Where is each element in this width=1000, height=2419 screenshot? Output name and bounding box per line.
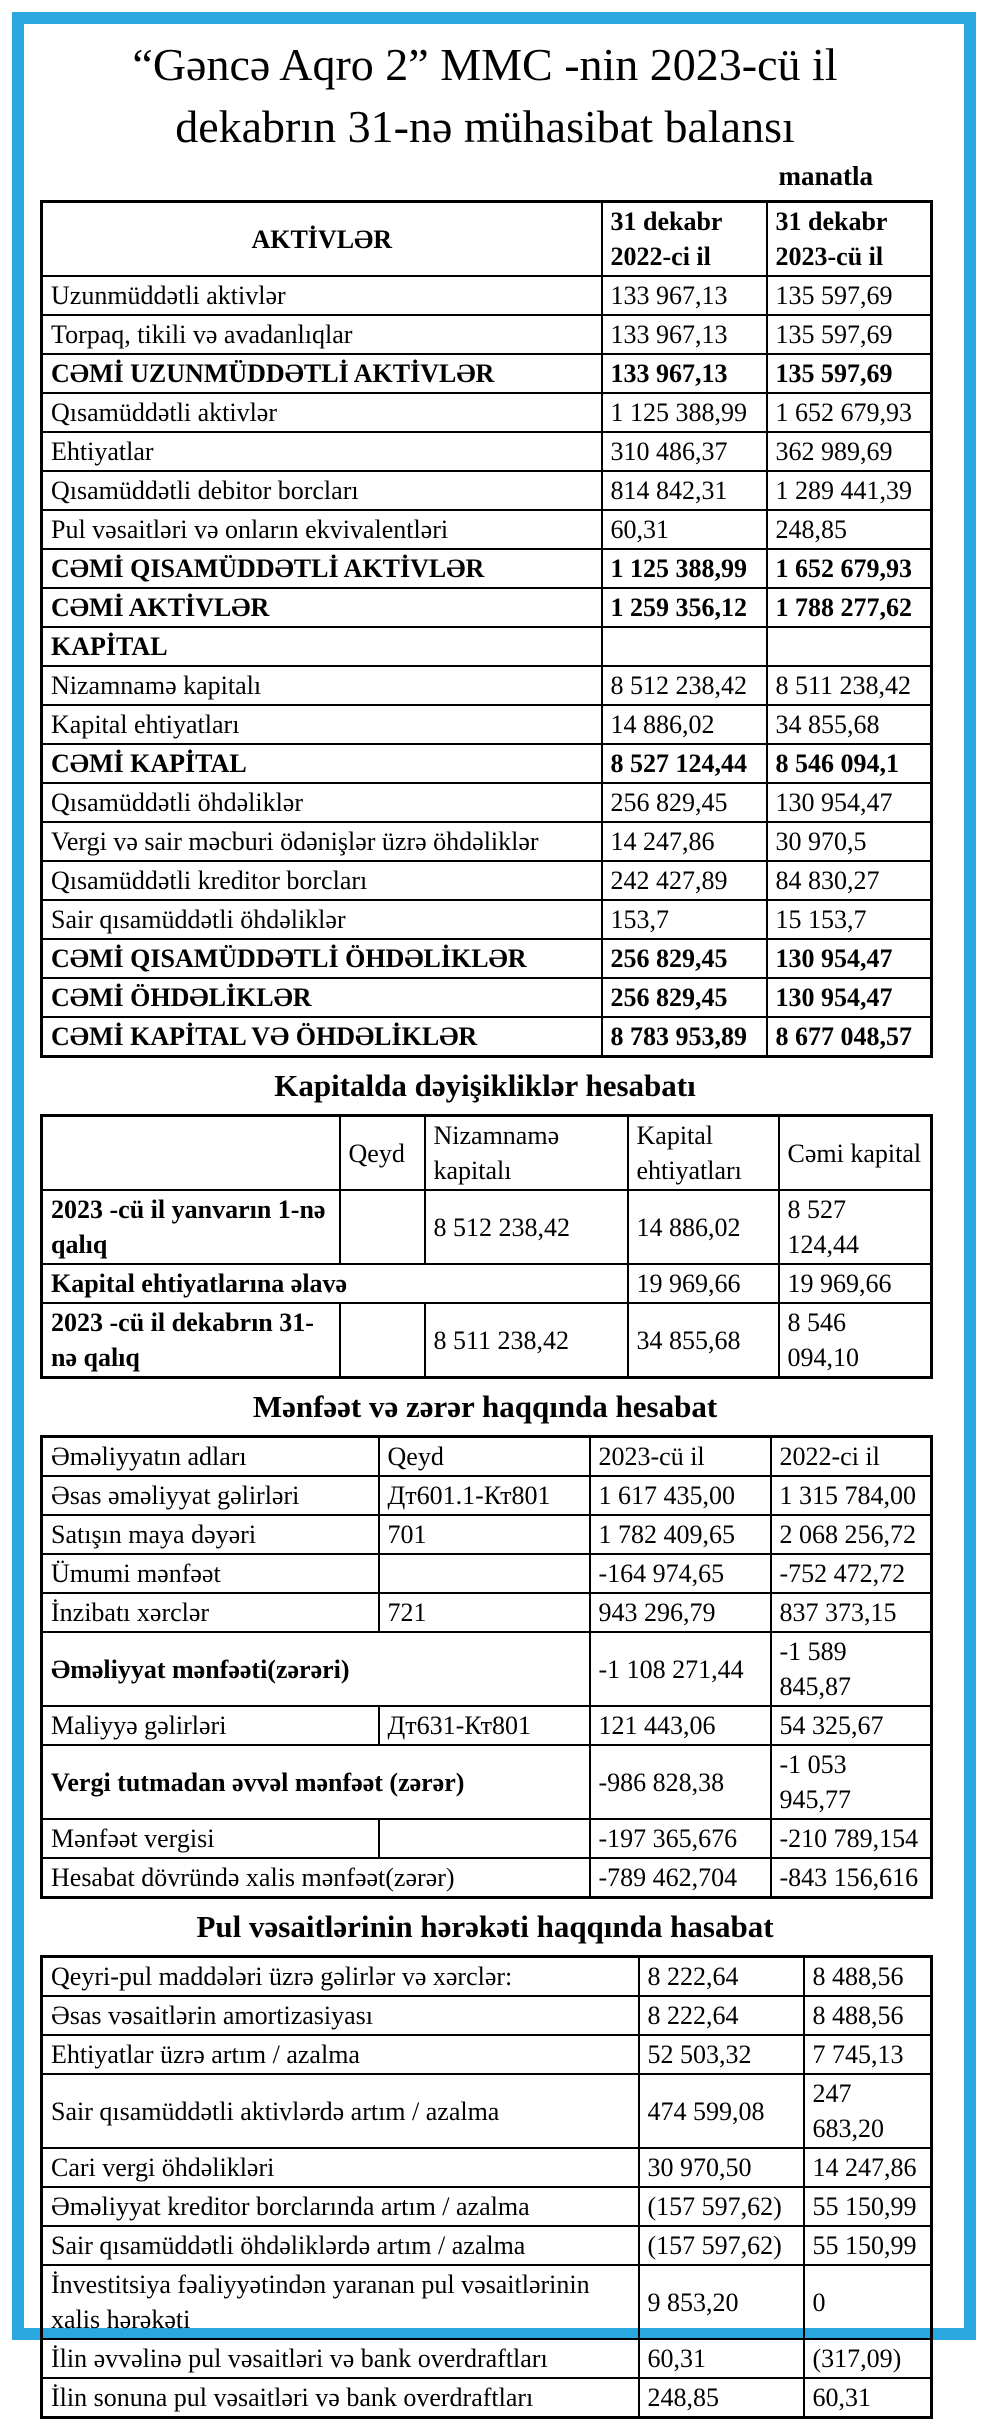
cash-flow-body [42, 1957, 932, 2418]
cash-flow-value-col1: 60,31 [639, 2339, 804, 2378]
profit-loss-value-2023: 943 296,79 [590, 1593, 771, 1632]
balance-value-2023: 1 289 441,39 [767, 471, 932, 510]
cash-flow-value-col1: 8 222,64 [639, 1957, 804, 1997]
page-frame [12, 12, 976, 2412]
page-title-line-2: dekabrın 31-nə mühasibat balansı [175, 101, 795, 152]
balance-row [42, 588, 932, 627]
profit-loss-value-2022: -1 589 845,87 [771, 1632, 932, 1706]
balance-value-2023: 130 954,47 [767, 939, 932, 978]
balance-value-2023: 130 954,47 [767, 783, 932, 822]
balance-row-label: CƏMİ AKTİVLƏR [42, 588, 602, 627]
balance-value-2023: 135 597,69 [767, 315, 932, 354]
balance-row-label: CƏMİ QISAMÜDDƏTLİ ÖHDƏLİKLƏR [42, 939, 602, 978]
balance-row [42, 861, 932, 900]
profit-loss-value-2022: 1 315 784,00 [771, 1476, 932, 1515]
cash-flow-row [42, 1996, 932, 2035]
balance-sheet-table [40, 200, 933, 1058]
cash-flow-row-label: Qeyri-pul maddələri üzrə gəlirlər və xərclər: [42, 1957, 639, 1997]
equity-row-label: Kapital ehtiyatlarına əlavə [42, 1264, 628, 1303]
cash-flow-value-col1: (157 597,62) [639, 2226, 804, 2265]
profit-loss-qeyd-value [379, 1554, 590, 1593]
balance-value-2023: 1 788 277,62 [767, 588, 932, 627]
profit-loss-row [42, 1819, 932, 1858]
equity-row-label: 2023 -cü il yanvarın 1-nə qalıq [42, 1190, 340, 1264]
balance-value-2022: 8 512 238,42 [602, 666, 767, 705]
cash-flow-row-label: İlin sonuna pul vəsaitləri və bank overdraftları [42, 2378, 639, 2418]
profit-loss-value-2022: -1 053 945,77 [771, 1745, 932, 1819]
balance-value-2023: 84 830,27 [767, 861, 932, 900]
balance-value-2022: 242 427,89 [602, 861, 767, 900]
profit-loss-qeyd-header: Qeyd [379, 1437, 590, 1477]
cash-flow-row-label: İlin əvvəlinə pul vəsaitləri və bank overdraftları [42, 2339, 639, 2378]
balance-row-label: Kapital ehtiyatları [42, 705, 602, 744]
cash-flow-value-col2: 247 683,20 [804, 2074, 932, 2148]
balance-row [42, 744, 932, 783]
balance-value-2023: 1 652 679,93 [767, 549, 932, 588]
balance-row [42, 978, 932, 1017]
profit-loss-row [42, 1745, 932, 1819]
cash-flow-value-col2: 8 488,56 [804, 1996, 932, 2035]
equity-total-value: 8 546 094,10 [779, 1303, 932, 1378]
profit-loss-row [42, 1476, 932, 1515]
profit-loss-qeyd-value: Дт601.1-Кт801 [379, 1476, 590, 1515]
balance-row [42, 900, 932, 939]
equity-section-title: Kapitalda dəyişikliklər hesabatı [274, 1068, 696, 1103]
cash-flow-row [42, 2339, 932, 2378]
profit-loss-row-label: Hesabat dövründə xalis mənfəət(zərər) [42, 1858, 590, 1898]
cash-flow-row [42, 2148, 932, 2187]
balance-value-2022: 8 783 953,89 [602, 1017, 767, 1057]
equity-share-capital-value: 8 512 238,42 [425, 1190, 628, 1264]
balance-row-label: Ehtiyatlar [42, 432, 602, 471]
balance-row [42, 432, 932, 471]
profit-loss-value-2023: 1 617 435,00 [590, 1476, 771, 1515]
profit-loss-value-2022: -843 156,616 [771, 1858, 932, 1898]
cash-flow-row-label: Cari vergi öhdəlikləri [42, 2148, 639, 2187]
balance-row-label: CƏMİ ÖHDƏLİKLƏR [42, 978, 602, 1017]
cash-flow-table [40, 1955, 933, 2419]
profit-loss-row-label: Əsas əməliyyat gəlirləri [42, 1476, 379, 1515]
balance-row [42, 393, 932, 432]
page-title-line-1: “Gəncə Aqro 2” MMC -nin 2023-cü il [132, 39, 838, 90]
balance-value-2022: 310 486,37 [602, 432, 767, 471]
profit-loss-value-2022: -752 472,72 [771, 1554, 932, 1593]
balance-row-label: Vergi və sair məcburi ödənişlər üzrə öhdəliklər [42, 822, 602, 861]
profit-loss-row [42, 1554, 932, 1593]
equity-reserves-value: 14 886,02 [628, 1190, 779, 1264]
balance-value-2022: 133 967,13 [602, 354, 767, 393]
profit-loss-value-2023: -986 828,38 [590, 1745, 771, 1819]
cash-flow-row [42, 2074, 932, 2148]
cash-flow-row [42, 1957, 932, 1997]
profit-loss-row [42, 1593, 932, 1632]
cash-flow-value-col1: 8 222,64 [639, 1996, 804, 2035]
profit-loss-body [42, 1476, 932, 1898]
balance-value-2023: 135 597,69 [767, 354, 932, 393]
balance-value-2022: 256 829,45 [602, 978, 767, 1017]
balance-value-2022: 1 259 356,12 [602, 588, 767, 627]
profit-loss-value-2022: 54 325,67 [771, 1706, 932, 1745]
profit-loss-value-2023: -197 365,676 [590, 1819, 771, 1858]
cash-flow-section-title: Pul vəsaitlərinin hərəkəti haqqında hasabat [196, 1909, 774, 1944]
equity-blank-header [42, 1116, 340, 1191]
balance-value-2022: 14 886,02 [602, 705, 767, 744]
cash-flow-row-label: Ehtiyatlar üzrə artım / azalma [42, 2035, 639, 2074]
equity-qeyd-value [340, 1303, 425, 1378]
cash-flow-row-label: Əməliyyat kreditor borclarında artım / azalma [42, 2187, 639, 2226]
equity-total-header: Cəmi kapital [779, 1116, 932, 1191]
cash-flow-value-col2: 55 150,99 [804, 2187, 932, 2226]
balance-row-label: Qısamüddətli aktivlər [42, 393, 602, 432]
balance-row [42, 1017, 932, 1057]
equity-qeyd-value [340, 1190, 425, 1264]
balance-row [42, 549, 932, 588]
equity-reserves-value: 34 855,68 [628, 1303, 779, 1378]
balance-value-2022 [602, 627, 767, 666]
balance-value-2023: 135 597,69 [767, 276, 932, 315]
equity-body [42, 1190, 932, 1378]
profit-loss-row-label: Maliyyə gəlirləri [42, 1706, 379, 1745]
equity-table [40, 1114, 933, 1379]
cash-flow-row-label: İnvestitsiya fəaliyyətindən yaranan pul vəsaitlərinin xalis hərəkəti [42, 2265, 639, 2339]
equity-row [42, 1303, 932, 1378]
equity-row [42, 1264, 932, 1303]
balance-row-label: Qısamüddətli debitor borcları [42, 471, 602, 510]
year-2023-header: 31 dekabr 2023-cü il [767, 202, 932, 277]
profit-loss-row [42, 1632, 932, 1706]
equity-total-value: 8 527 124,44 [779, 1190, 932, 1264]
balance-value-2022: 814 842,31 [602, 471, 767, 510]
cash-flow-value-col1: 30 970,50 [639, 2148, 804, 2187]
cash-flow-value-col2: (317,09) [804, 2339, 932, 2378]
operation-names-header: Əməliyyatın adları [42, 1437, 379, 1477]
page-content [24, 24, 964, 2419]
equity-row [42, 1190, 932, 1264]
balance-row-label: CƏMİ KAPİTAL VƏ ÖHDƏLİKLƏR [42, 1017, 602, 1057]
balance-sheet-body [42, 276, 932, 1057]
balance-row-label: Pul vəsaitləri və onların ekvivalentləri [42, 510, 602, 549]
equity-qeyd-header: Qeyd [340, 1116, 425, 1191]
cash-flow-value-col2: 60,31 [804, 2378, 932, 2418]
balance-row [42, 783, 932, 822]
cash-flow-row [42, 2378, 932, 2418]
profit-loss-row-label: Əməliyyat mənfəəti(zərəri) [42, 1632, 590, 1706]
balance-row [42, 510, 932, 549]
balance-value-2022: 133 967,13 [602, 276, 767, 315]
balance-header-row [42, 202, 932, 277]
cash-flow-value-col1: (157 597,62) [639, 2187, 804, 2226]
balance-row-label: CƏMİ UZUNMÜDDƏTLİ AKTİVLƏR [42, 354, 602, 393]
balance-row [42, 276, 932, 315]
equity-total-value: 19 969,66 [779, 1264, 932, 1303]
balance-value-2023 [767, 627, 932, 666]
cash-flow-value-col2: 55 150,99 [804, 2226, 932, 2265]
balance-row [42, 471, 932, 510]
profit-loss-value-2023: 1 782 409,65 [590, 1515, 771, 1554]
balance-row-label: Qısamüddətli öhdəliklər [42, 783, 602, 822]
cash-flow-row-label: Sair qısamüddətli aktivlərdə artım / azalma [42, 2074, 639, 2148]
profit-loss-qeyd-value: 701 [379, 1515, 590, 1554]
balance-value-2022: 153,7 [602, 900, 767, 939]
profit-loss-value-2023: 121 443,06 [590, 1706, 771, 1745]
profit-loss-row-label: Mənfəət vergisi [42, 1819, 379, 1858]
balance-value-2022: 60,31 [602, 510, 767, 549]
cash-flow-value-col1: 474 599,08 [639, 2074, 804, 2148]
cash-flow-value-col2: 0 [804, 2265, 932, 2339]
balance-value-2022: 256 829,45 [602, 939, 767, 978]
cash-flow-row [42, 2265, 932, 2339]
profit-loss-row-label: Ümumi mənfəət [42, 1554, 379, 1593]
profit-loss-row [42, 1858, 932, 1898]
balance-value-2023: 8 511 238,42 [767, 666, 932, 705]
balance-value-2023: 34 855,68 [767, 705, 932, 744]
balance-value-2023: 130 954,47 [767, 978, 932, 1017]
balance-row [42, 315, 932, 354]
balance-row [42, 822, 932, 861]
balance-row [42, 666, 932, 705]
balance-row [42, 354, 932, 393]
balance-row [42, 705, 932, 744]
balance-value-2023: 248,85 [767, 510, 932, 549]
profit-loss-2022-header: 2022-ci il [771, 1437, 932, 1477]
equity-reserves-header: Kapital ehtiyatları [628, 1116, 779, 1191]
balance-value-2023: 8 677 048,57 [767, 1017, 932, 1057]
profit-loss-value-2022: 837 373,15 [771, 1593, 932, 1632]
profit-loss-header-row [42, 1437, 932, 1477]
balance-row-label: Qısamüddətli kreditor borcları [42, 861, 602, 900]
profit-loss-qeyd-value: Дт631-Кт801 [379, 1706, 590, 1745]
balance-row-label: CƏMİ KAPİTAL [42, 744, 602, 783]
balance-row-label: Torpaq, tikili və avadanlıqlar [42, 315, 602, 354]
cash-flow-value-col1: 9 853,20 [639, 2265, 804, 2339]
balance-row [42, 627, 932, 666]
balance-row-label: CƏMİ QISAMÜDDƏTLİ AKTİVLƏR [42, 549, 602, 588]
currency-note: manatla [778, 161, 873, 191]
page-title [40, 34, 930, 158]
balance-value-2022: 133 967,13 [602, 315, 767, 354]
profit-loss-qeyd-value [379, 1819, 590, 1858]
cash-flow-row [42, 2187, 932, 2226]
profit-loss-row-label: Vergi tutmadan əvvəl mənfəət (zərər) [42, 1745, 590, 1819]
profit-loss-value-2023: -1 108 271,44 [590, 1632, 771, 1706]
balance-value-2022: 256 829,45 [602, 783, 767, 822]
profit-loss-row-label: Satışın maya dəyəri [42, 1515, 379, 1554]
cash-flow-value-col2: 7 745,13 [804, 2035, 932, 2074]
year-2022-header: 31 dekabr 2022-ci il [602, 202, 767, 277]
profit-loss-qeyd-value: 721 [379, 1593, 590, 1632]
balance-value-2022: 14 247,86 [602, 822, 767, 861]
balance-value-2022: 1 125 388,99 [602, 549, 767, 588]
profit-loss-value-2022: 2 068 256,72 [771, 1515, 932, 1554]
profit-loss-row [42, 1706, 932, 1745]
balance-value-2023: 15 153,7 [767, 900, 932, 939]
profit-loss-row-label: İnzibatı xərclər [42, 1593, 379, 1632]
balance-value-2023: 1 652 679,93 [767, 393, 932, 432]
equity-reserves-value: 19 969,66 [628, 1264, 779, 1303]
profit-loss-section-title: Mənfəət və zərər haqqında hesabat [252, 1389, 718, 1424]
equity-share-capital-value: 8 511 238,42 [425, 1303, 628, 1378]
equity-share-capital-header: Nizamnamə kapitalı [425, 1116, 628, 1191]
cash-flow-row-label: Sair qısamüddətli öhdəliklərdə artım / azalma [42, 2226, 639, 2265]
profit-loss-value-2023: -164 974,65 [590, 1554, 771, 1593]
balance-row-label: Sair qısamüddətli öhdəliklər [42, 900, 602, 939]
balance-value-2022: 1 125 388,99 [602, 393, 767, 432]
cash-flow-row [42, 2035, 932, 2074]
cash-flow-row-label: Əsas vəsaitlərin amortizasiyası [42, 1996, 639, 2035]
cash-flow-row [42, 2226, 932, 2265]
cash-flow-value-col1: 52 503,32 [639, 2035, 804, 2074]
balance-row-label: Nizamnamə kapitalı [42, 666, 602, 705]
cash-flow-value-col1: 248,85 [639, 2378, 804, 2418]
balance-value-2023: 8 546 094,1 [767, 744, 932, 783]
profit-loss-table [40, 1435, 933, 1899]
balance-row-label: KAPİTAL [42, 627, 602, 666]
balance-value-2023: 362 989,69 [767, 432, 932, 471]
cash-flow-value-col2: 14 247,86 [804, 2148, 932, 2187]
profit-loss-2023-header: 2023-cü il [590, 1437, 771, 1477]
balance-value-2022: 8 527 124,44 [602, 744, 767, 783]
equity-header-row [42, 1116, 932, 1191]
profit-loss-value-2023: -789 462,704 [590, 1858, 771, 1898]
balance-row [42, 939, 932, 978]
equity-row-label: 2023 -cü il dekabrın 31-nə qalıq [42, 1303, 340, 1378]
profit-loss-value-2022: -210 789,154 [771, 1819, 932, 1858]
assets-header: AKTİVLƏR [42, 202, 602, 277]
cash-flow-value-col2: 8 488,56 [804, 1957, 932, 1997]
balance-row-label: Uzunmüddətli aktivlər [42, 276, 602, 315]
balance-value-2023: 30 970,5 [767, 822, 932, 861]
profit-loss-row [42, 1515, 932, 1554]
